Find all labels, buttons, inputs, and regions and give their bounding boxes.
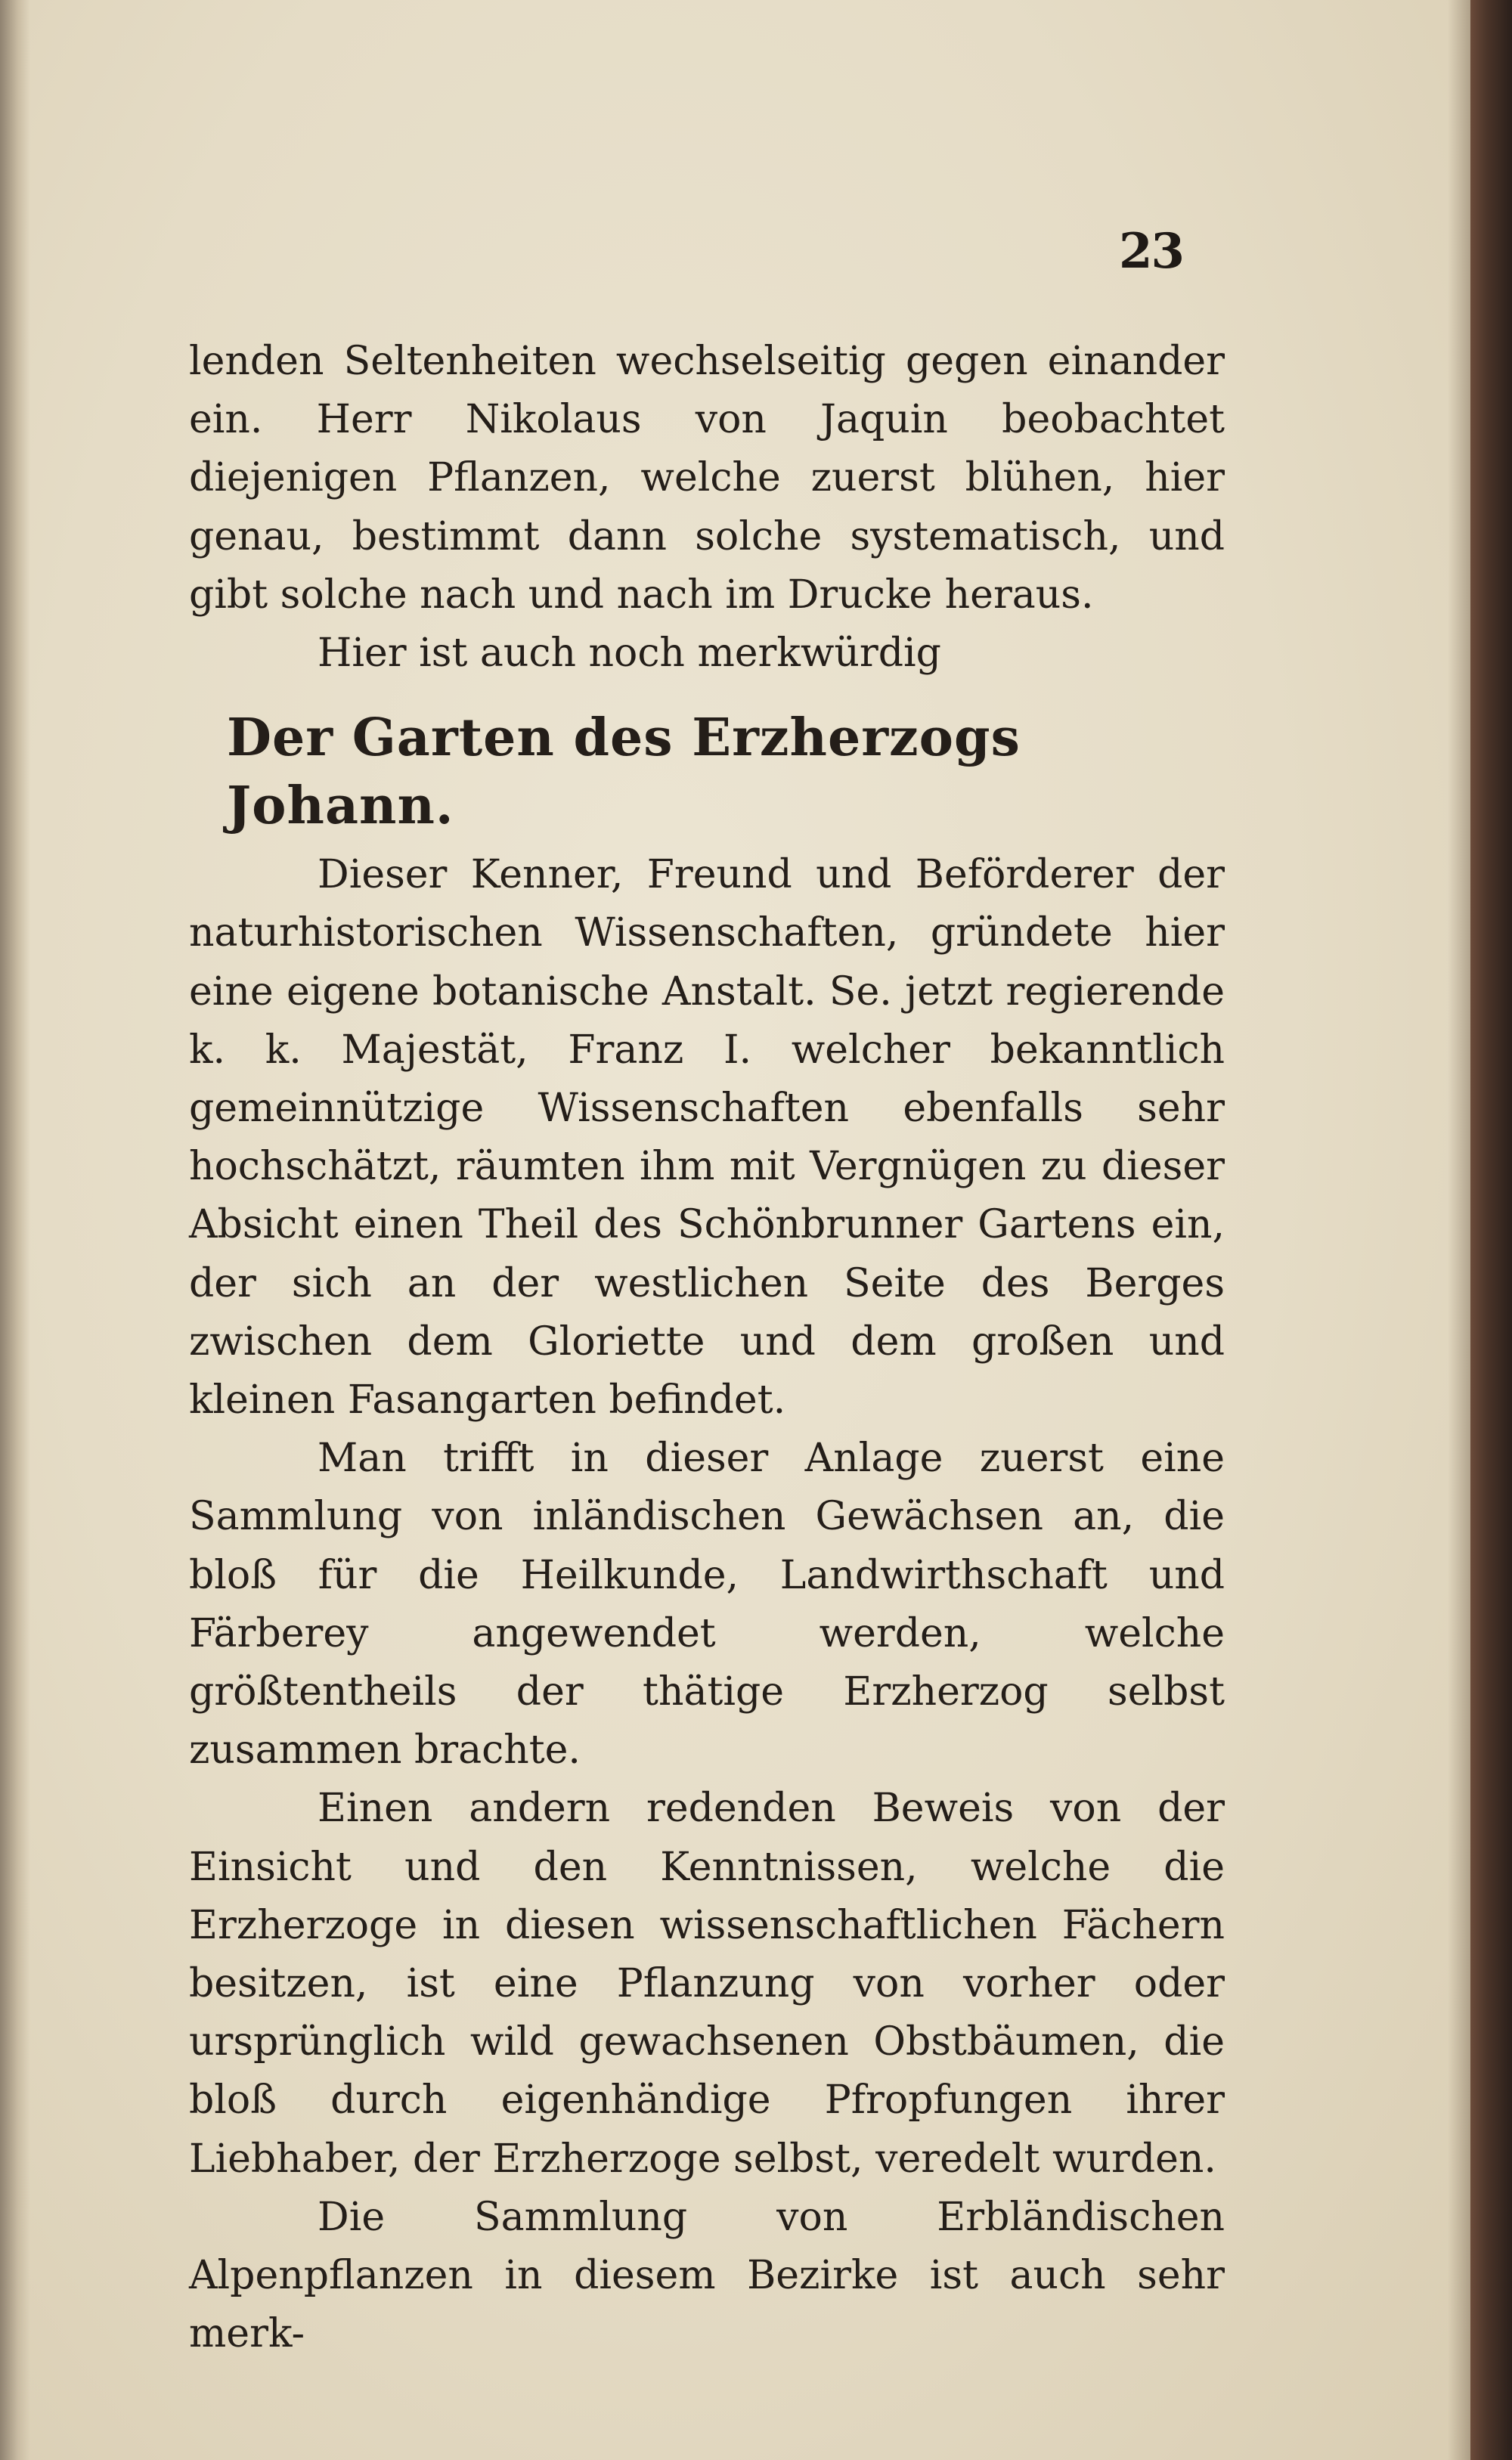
section-paragraph-3: Einen andern redenden Beweis von der Einsicht und den Kenntnissen, welche die Erzherzoge in diesen wissenschaftlichen Fächern besitzen, ist eine Pflanzung von vorher oder ursprünglich wild gewachsenen Obstbäumen, die bloß durch eigenhändige Pfropfungen ihrer Liebhaber, der Erzherzoge selbst, veredelt wurden. [189, 1786, 1225, 2182]
section-heading: Der Garten des Erzherzogs Johann. [227, 708, 1021, 837]
page-text [189, 333, 1225, 2364]
section-paragraph-1: Dieser Kenner, Freund und Beförderer der naturhistorischen Wissenschaften, gründete hier eine eigene botanische Anstalt. Se. jetzt regierende k. k. Majestät, Franz I. welcher bekanntlich gemeinnützige Wissenschaften ebenfalls sehr hochschätzt, räumten ihm mit Vergnügen zu dieser Absicht einen Theil des Schönbrunner Gartens ein, der sich an der westlichen Seite des Berges zwischen dem Gloriette und dem großen und kleinen Fasangarten befindet. [189, 852, 1225, 1424]
page-gutter-shadow [0, 0, 30, 2460]
paragraph-continuation: lenden Seltenheiten wechselseitig gegen einander ein. Herr Nikolaus von Jaquin beobachtet diejenigen Pflanzen, welche zuerst blühen, hier genau, bestimmt dann solche systematisch, und gibt solche nach und nach im Drucke heraus. [189, 339, 1225, 618]
page-edge-shadow [1448, 0, 1470, 2460]
section-paragraph-2: Man trifft in dieser Anlage zuerst eine Sammlung von inländischen Gewächsen an, die bloß für die Heilkunde, Landwirthschaft und Färberey angewendet werden, welche größtentheils der thätige Erzherzog selbst zusammen brachte. [189, 1436, 1225, 1774]
page-number: 23 [1119, 223, 1184, 280]
book-binding-edge [1470, 0, 1512, 2460]
paragraph-note: Hier ist auch noch merkwürdig [318, 630, 941, 677]
section-paragraph-4: Die Sammlung von Erbländischen Alpenpflanzen in diesem Bezirke ist auch sehr merk- [189, 2194, 1225, 2357]
